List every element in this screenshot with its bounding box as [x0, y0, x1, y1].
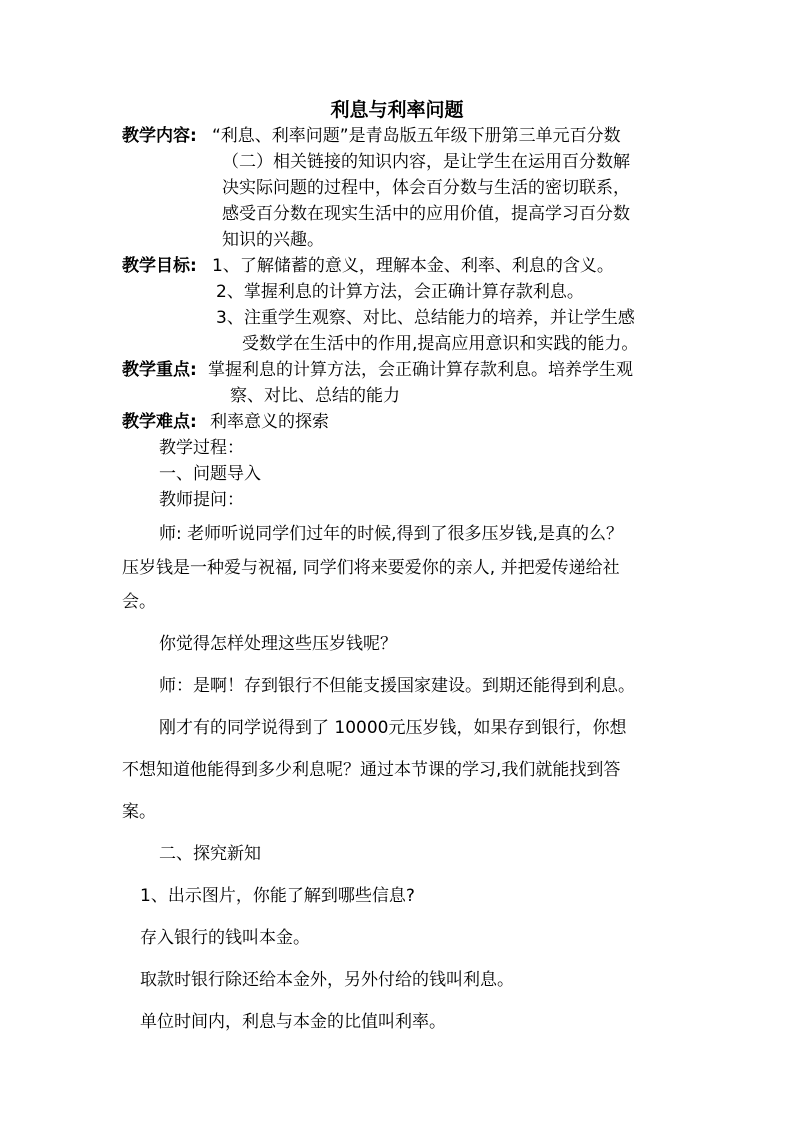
question-line: 1、出示图片，你能了解到哪些信息?: [140, 886, 415, 906]
key-points-line: 掌握利息的计算方法，会正确计算存款利息。培养学生观: [208, 360, 633, 380]
teacher-asks: 教师提问：: [159, 490, 244, 510]
definition-line: 存入银行的钱叫本金。: [140, 928, 310, 948]
content-label: 教学内容:: [122, 126, 197, 146]
goal-item: 2、掌握利息的计算方法，会正确计算存款利息。: [216, 282, 584, 302]
goal-item: 3、注重学生观察、对比、总结能力的培养，并让学生感: [216, 308, 635, 328]
content-line: 决实际问题的过程中，体会百分数与生活的密切联系，: [222, 178, 630, 198]
paragraph-line: 案。: [122, 802, 156, 822]
paragraph-line: 会。: [122, 592, 156, 612]
difficulty-text: 利率意义的探索: [210, 412, 329, 432]
key-points-label: 教学重点:: [122, 360, 197, 380]
paragraph-line: 师：是啊！存到银行不但能支援国家建设。到期还能得到利息。: [159, 676, 635, 696]
key-points-line: 察、对比、总结的能力: [230, 386, 400, 406]
page-title: 利息与利率问题: [330, 99, 464, 121]
definition-line: 单位时间内，利息与本金的比值叫利率。: [140, 1012, 446, 1032]
process-heading: 教学过程：: [159, 438, 244, 458]
content-line: 感受百分数在现实生活中的应用价值，提高学习百分数: [222, 204, 630, 224]
paragraph-line: 压岁钱是一种爱与祝福, 同学们将来要爱你的亲人, 并把爱传递给社: [122, 558, 620, 578]
goals-label: 教学目标:: [122, 256, 197, 276]
goal-item: 受数学在生活中的作用,提高应用意识和实践的能力。: [242, 334, 639, 354]
section-heading: 一、问题导入: [159, 464, 261, 484]
paragraph-line: 你觉得怎样处理这些压岁钱呢？: [159, 634, 397, 654]
paragraph-line: 刚才有的同学说得到了 10000元压岁钱，如果存到银行，你想: [159, 718, 627, 738]
goal-item: 1、了解储蓄的意义，理解本金、利率、利息的含义。: [212, 256, 614, 276]
paragraph-line: 不想知道他能得到多少利息呢？通过本节课的学习,我们就能找到答: [122, 760, 621, 780]
difficulty-label: 教学难点:: [122, 412, 197, 432]
content-line: 知识的兴趣。: [222, 230, 324, 250]
definition-line: 取款时银行除还给本金外，另外付给的钱叫利息。: [140, 970, 514, 990]
content-line: （二）相关链接的知识内容，是让学生在运用百分数解: [222, 152, 630, 172]
section-heading: 二、探究新知: [159, 844, 261, 864]
paragraph-line: 师: 老师听说同学们过年的时候,得到了很多压岁钱,是真的么？: [159, 524, 623, 544]
content-line: “利息、利率问题”是青岛版五年级下册第三单元百分数: [212, 126, 621, 146]
